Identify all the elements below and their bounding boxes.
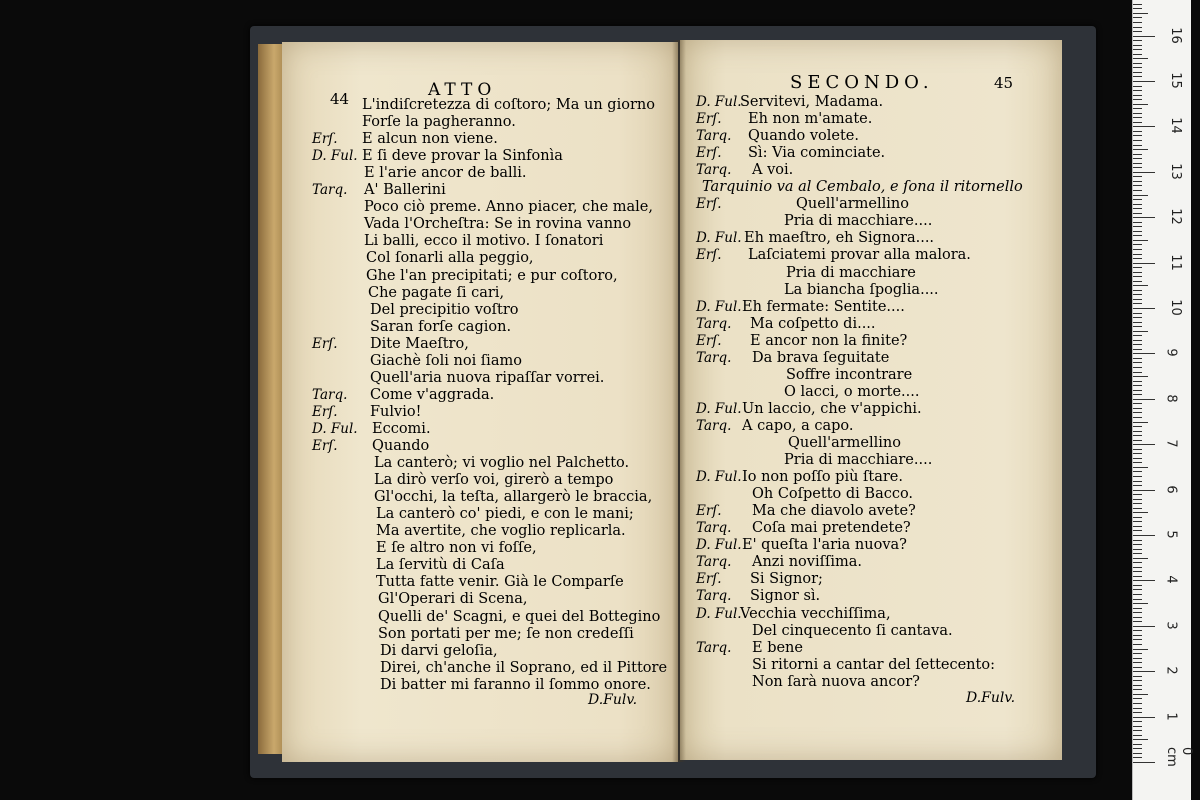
- ruler-tick: [1133, 521, 1142, 522]
- ruler-tick: [1133, 308, 1155, 309]
- ruler-tick: [1133, 117, 1142, 118]
- ruler-tick: [1133, 567, 1142, 568]
- ruler-label: 0 cm: [1164, 747, 1194, 767]
- ruler-label: 7: [1163, 439, 1179, 448]
- left-page-line: Quando: [372, 438, 430, 454]
- left-page-line: Giachè ſoli noi ſiamo: [370, 352, 522, 369]
- right-page-speaker: Tarq.: [696, 554, 732, 571]
- ruler-tick: [1133, 181, 1142, 182]
- ruler-tick: [1133, 149, 1148, 150]
- left-page-line: La dirò verſo voi, girerò a tempo: [374, 472, 614, 489]
- ruler-tick: [1133, 685, 1142, 686]
- left-page-line: E l'arie ancor de balli.: [364, 165, 527, 182]
- ruler-label: 15: [1167, 72, 1183, 89]
- ruler-tick: [1133, 313, 1142, 314]
- left-page-speaker: Tarq.: [312, 182, 348, 199]
- ruler-tick: [1133, 222, 1142, 223]
- ruler-tick: [1133, 635, 1142, 636]
- left-page-line: Tutta fatte venir. Già le Comparſe: [376, 574, 624, 591]
- right-page-speaker: Tarq.: [696, 349, 732, 366]
- ruler-tick: [1133, 244, 1142, 245]
- right-page-speaker: Erſ.: [696, 196, 722, 213]
- ruler-tick: [1133, 403, 1142, 404]
- right-page-line: Si Signor;: [750, 571, 823, 588]
- ruler-tick: [1133, 431, 1142, 432]
- right-page-speaker: Erſ.: [696, 571, 722, 588]
- ruler-tick: [1133, 367, 1142, 368]
- ruler-tick: [1133, 195, 1148, 196]
- right-page-speaker: D. Ful.: [696, 298, 742, 315]
- right-page-line: Eh maeſtro, eh Signora....: [744, 230, 935, 247]
- ruler-tick: [1133, 481, 1142, 482]
- right-page-speaker: D. Ful.: [696, 605, 742, 622]
- ruler-tick: [1133, 476, 1142, 477]
- right-page-speaker: Tarq.: [696, 520, 732, 537]
- right-page-line: Sì: Via cominciate.: [748, 145, 886, 162]
- right-page-speaker: Erſ.: [696, 332, 722, 349]
- ruler-tick: [1133, 526, 1142, 527]
- right-page-line: Anzi noviſſima.: [752, 554, 862, 571]
- left-catchword: D.Fulv.: [588, 692, 638, 708]
- left-page-speaker: Erſ.: [312, 335, 338, 352]
- left-page-line: La canterò co' piedi, e con le mani;: [376, 506, 634, 523]
- ruler-tick: [1133, 549, 1142, 550]
- ruler-tick: [1133, 653, 1142, 654]
- ruler-label: 3: [1163, 621, 1179, 630]
- ruler-tick: [1133, 621, 1142, 622]
- ruler-tick: [1133, 535, 1155, 536]
- ruler-tick: [1133, 426, 1142, 427]
- ruler-tick: [1133, 490, 1155, 491]
- right-page-speaker: Erſ.: [696, 503, 722, 520]
- ruler-tick: [1133, 735, 1142, 736]
- ruler-tick: [1133, 608, 1142, 609]
- ruler-tick: [1133, 462, 1142, 463]
- ruler-tick: [1133, 676, 1142, 677]
- ruler-tick: [1133, 240, 1148, 241]
- ruler-tick: [1133, 299, 1142, 300]
- ruler-tick: [1133, 13, 1148, 14]
- left-page-number: 44: [330, 90, 350, 108]
- right-page-line: Tarquinio va al Cembalo, e ſona il ritornello: [702, 179, 1023, 196]
- left-page-line: Gl'Operari di Scena,: [378, 591, 528, 608]
- right-page-line: Un laccio, che v'appichi.: [742, 400, 922, 417]
- ruler-tick: [1133, 499, 1142, 500]
- left-page-line: Fulvio!: [370, 403, 422, 420]
- ruler-tick: [1133, 726, 1142, 727]
- ruler-tick: [1133, 744, 1142, 745]
- ruler-label: 4: [1163, 575, 1179, 585]
- ruler-tick: [1133, 553, 1142, 554]
- right-page-line: Non ſarà nuova ancor?: [752, 673, 920, 690]
- ruler-tick: [1133, 113, 1142, 114]
- ruler-tick: [1133, 331, 1148, 332]
- ruler-tick: [1133, 36, 1155, 37]
- ruler-tick: [1133, 163, 1142, 164]
- ruler-tick: [1133, 458, 1142, 459]
- ruler-tick: [1133, 544, 1142, 545]
- ruler-tick: [1133, 626, 1155, 627]
- ruler-tick: [1133, 72, 1142, 73]
- right-page-line: A capo, a capo.: [742, 417, 854, 434]
- right-page-speaker: Tarq.: [696, 417, 732, 434]
- right-page-line: E bene: [752, 639, 803, 656]
- ruler-tick: [1133, 276, 1142, 277]
- ruler-tick: [1133, 167, 1142, 168]
- ruler-tick: [1133, 81, 1155, 82]
- ruler-tick: [1133, 603, 1148, 604]
- ruler-tick: [1133, 630, 1142, 631]
- ruler-tick: [1133, 739, 1148, 740]
- ruler-label: 8: [1163, 394, 1179, 403]
- ruler-tick: [1133, 703, 1142, 704]
- right-page-line: Si ritorni a cantar del ſettecento:: [752, 656, 995, 673]
- ruler-tick: [1133, 40, 1142, 41]
- ruler-tick: [1133, 254, 1142, 255]
- ruler-tick: [1133, 172, 1155, 173]
- ruler-tick: [1133, 471, 1142, 472]
- ruler-tick: [1133, 708, 1142, 709]
- ruler-tick: [1133, 753, 1142, 754]
- left-page-speaker: Erſ.: [312, 438, 338, 454]
- left-page-line: Ghe l'an precipitati; e pur coſtoro,: [366, 267, 618, 284]
- left-page-line: E ſi deve provar la Sinfonìa: [362, 148, 563, 165]
- ruler-tick: [1133, 76, 1142, 77]
- ruler-tick: [1133, 140, 1142, 141]
- ruler-tick: [1133, 145, 1142, 146]
- right-page-speaker: D. Ful.: [696, 94, 742, 110]
- ruler-tick: [1133, 126, 1155, 127]
- ruler-label: 1: [1163, 711, 1179, 721]
- ruler-tick: [1133, 449, 1142, 450]
- left-page-speaker: Tarq.: [312, 386, 348, 403]
- ruler-label: 6: [1163, 484, 1179, 494]
- ruler-tick: [1133, 176, 1142, 177]
- left-page-line: Col ſonarli alla peggio,: [366, 250, 534, 267]
- ruler-tick: [1133, 412, 1142, 413]
- ruler-tick: [1133, 399, 1155, 400]
- ruler-tick: [1133, 303, 1142, 304]
- right-page-speaker: Erſ.: [696, 247, 722, 264]
- ruler-tick: [1133, 217, 1155, 218]
- right-page-line: O lacci, o morte....: [784, 383, 920, 400]
- left-page-line: A' Ballerini: [364, 182, 446, 199]
- ruler-tick: [1133, 748, 1142, 749]
- left-page-line: Di darvi geloſia,: [380, 642, 498, 659]
- ruler-tick: [1133, 540, 1142, 541]
- ruler-tick: [1133, 485, 1142, 486]
- right-page-line: Quando volete.: [748, 128, 859, 145]
- ruler-label: 5: [1163, 530, 1179, 539]
- ruler-tick: [1133, 27, 1142, 28]
- right-page-line: La biancha ſpoglia....: [784, 281, 939, 298]
- left-page-line: La ſervitù di Caſa: [376, 557, 505, 574]
- right-page-line: Oh Coſpetto di Bacco.: [752, 486, 914, 503]
- left-page-line: Poco ciò preme. Anno piacer, che male,: [364, 199, 653, 216]
- ruler-tick: [1133, 639, 1142, 640]
- left-page-speaker: Erſ.: [312, 131, 338, 148]
- ruler-tick: [1133, 712, 1142, 713]
- left-page-speaker: D. Ful.: [312, 420, 358, 437]
- ruler-tick: [1133, 45, 1142, 46]
- ruler-tick: [1133, 231, 1142, 232]
- right-page-line: Soffre incontrare: [786, 366, 913, 383]
- ruler-tick: [1133, 17, 1142, 18]
- ruler-tick: [1133, 385, 1142, 386]
- ruler-tick: [1133, 31, 1142, 32]
- right-page-line: Pria di macchiare....: [784, 213, 933, 230]
- left-page-speaker: Erſ.: [312, 403, 338, 420]
- left-page-line: Come v'aggrada.: [370, 386, 495, 403]
- ruler-tick: [1133, 571, 1142, 572]
- left-page-line: Che pagate ſi cari,: [368, 284, 505, 301]
- ruler-tick: [1133, 58, 1148, 59]
- left-page-line: E ſe altro non vi foſſe,: [376, 540, 537, 557]
- ruler-tick: [1133, 503, 1142, 504]
- ruler-tick: [1133, 599, 1142, 600]
- ruler-tick: [1133, 122, 1142, 123]
- ruler-tick: [1133, 422, 1148, 423]
- ruler-tick: [1133, 22, 1142, 23]
- left-page-line: La canterò; vi voglio nel Palchetto.: [374, 455, 630, 472]
- ruler-tick: [1133, 322, 1142, 323]
- ruler-tick: [1133, 576, 1142, 577]
- ruler-tick: [1133, 49, 1142, 50]
- left-page-line: Gl'occhi, la teſta, allargerò le braccia,: [374, 489, 653, 506]
- ruler-tick: [1133, 494, 1142, 495]
- ruler-tick: [1133, 281, 1142, 282]
- right-page-header: SECONDO.: [790, 72, 934, 93]
- ruler-tick: [1133, 662, 1142, 663]
- left-page-line: Vada l'Orcheſtra: Se in rovina vanno: [364, 216, 632, 233]
- right-page-line: Signor sì.: [750, 588, 821, 605]
- ruler-tick: [1133, 4, 1142, 5]
- ruler-tick: [1133, 335, 1142, 336]
- ruler-tick: [1133, 208, 1142, 209]
- ruler-tick: [1133, 340, 1142, 341]
- ruler-label: 13: [1167, 163, 1183, 180]
- right-page-speaker: D. Ful.: [696, 230, 742, 247]
- right-page-line: Vecchia vecchiſſima,: [740, 605, 891, 622]
- ruler-tick: [1133, 294, 1142, 295]
- ruler-tick: [1133, 158, 1142, 159]
- ruler-tick: [1133, 390, 1142, 391]
- ruler-tick: [1133, 90, 1142, 91]
- ruler-tick: [1133, 8, 1142, 9]
- ruler-label: 2: [1163, 666, 1179, 675]
- right-page-line: Eh non m'amate.: [748, 111, 873, 128]
- ruler-tick: [1133, 353, 1155, 354]
- left-page-line: Saran forſe cagion.: [370, 318, 512, 335]
- right-page-line: Laſciatemi provar alla malora.: [748, 247, 971, 264]
- ruler-tick: [1133, 698, 1142, 699]
- ruler-tick: [1133, 95, 1142, 96]
- ruler-tick: [1133, 453, 1142, 454]
- ruler-tick: [1133, 54, 1142, 55]
- ruler-tick: [1133, 67, 1142, 68]
- right-page-line: Del cinquecento ſi cantava.: [752, 622, 953, 639]
- left-page-line: Ma avertite, che voglio replicarla.: [376, 523, 626, 540]
- left-page-line: L'indiſcretezza di coſtoro; Ma un giorno: [362, 97, 655, 113]
- right-page-speaker: Tarq.: [696, 639, 732, 656]
- left-page-line: E alcun non viene.: [362, 131, 498, 148]
- ruler-tick: [1133, 235, 1142, 236]
- ruler-tick: [1133, 589, 1142, 590]
- left-page-line: Forſe la pagheranno.: [362, 114, 516, 131]
- left-page-line: Del precipitio voſtro: [370, 301, 519, 318]
- right-page-line: Eh fermate: Sentite....: [742, 298, 905, 315]
- right-page-speaker: Tarq.: [696, 162, 732, 179]
- right-page-line: Ma che diavolo avete?: [752, 503, 916, 520]
- ruler-tick: [1133, 285, 1148, 286]
- ruler-tick: [1133, 249, 1142, 250]
- ruler-tick: [1133, 667, 1142, 668]
- ruler-tick: [1133, 558, 1148, 559]
- ruler-tick: [1133, 444, 1155, 445]
- ruler-tick: [1133, 290, 1142, 291]
- ruler-tick: [1133, 258, 1142, 259]
- ruler-tick: [1133, 199, 1142, 200]
- left-page-header: ATTO: [428, 80, 497, 100]
- right-page-speaker: D. Ful.: [696, 537, 742, 554]
- ruler-tick: [1133, 562, 1142, 563]
- ruler-tick: [1133, 349, 1142, 350]
- left-page-line: Son portati per me; ſe non credeſſi: [378, 625, 634, 642]
- ruler-tick: [1133, 326, 1142, 327]
- right-page-speaker: D. Ful.: [696, 469, 742, 486]
- left-page-line: Li balli, ecco il motivo. I ſonatori: [364, 233, 604, 250]
- right-page-line: Da brava ſeguitate: [752, 349, 890, 366]
- ruler-tick: [1133, 381, 1142, 382]
- right-page-line: Pria di macchiare: [786, 264, 916, 281]
- ruler-tick: [1133, 267, 1142, 268]
- ruler-tick: [1133, 344, 1142, 345]
- ruler-tick: [1133, 580, 1155, 581]
- ruler-tick: [1133, 417, 1142, 418]
- left-page-line: Di batter mi faranno il ſommo onore.: [380, 676, 651, 693]
- ruler-tick: [1133, 204, 1142, 205]
- left-page-line: Direi, ch'anche il Soprano, ed il Pittore: [380, 659, 668, 676]
- right-page-speaker: Tarq.: [696, 315, 732, 332]
- ruler-tick: [1133, 508, 1142, 509]
- ruler-tick: [1133, 408, 1142, 409]
- ruler-tick: [1133, 762, 1155, 763]
- right-page-line: Servitevi, Madama.: [740, 94, 884, 110]
- ruler-tick: [1133, 467, 1148, 468]
- ruler-label: 10: [1167, 299, 1183, 316]
- ruler-tick: [1133, 440, 1142, 441]
- right-page-line: Coſa mai pretendete?: [752, 520, 911, 537]
- ruler-tick: [1133, 135, 1142, 136]
- ruler-tick: [1133, 362, 1142, 363]
- ruler-tick: [1133, 721, 1142, 722]
- ruler-tick: [1133, 108, 1142, 109]
- ruler-label: 9: [1163, 348, 1179, 358]
- right-page-line: Quell'armellino: [796, 196, 909, 213]
- ruler-tick: [1133, 358, 1142, 359]
- ruler-tick: [1133, 63, 1142, 64]
- ruler-tick: [1133, 185, 1142, 186]
- right-page-line: E ancor non la finite?: [750, 332, 908, 349]
- right-page-speaker: D. Ful.: [696, 400, 742, 417]
- ruler-tick: [1133, 530, 1142, 531]
- ruler-label: 11: [1167, 253, 1183, 271]
- right-page-number: 45: [994, 74, 1014, 92]
- ruler-tick: [1133, 263, 1155, 264]
- ruler-tick: [1133, 671, 1155, 672]
- left-page-line: Quelli de' Scagni, e quei del Bottegino: [378, 608, 661, 625]
- ruler-tick: [1133, 435, 1142, 436]
- ruler-tick: [1133, 86, 1142, 87]
- right-page-line: A voi.: [752, 162, 794, 179]
- ruler-tick: [1133, 694, 1148, 695]
- ruler-tick: [1133, 594, 1142, 595]
- ruler-tick: [1133, 99, 1142, 100]
- ruler-tick: [1133, 644, 1142, 645]
- ruler-tick: [1133, 317, 1142, 318]
- ruler-label: 12: [1167, 208, 1183, 225]
- ruler-tick: [1133, 394, 1142, 395]
- ruler-tick: [1133, 376, 1148, 377]
- ruler-tick: [1133, 757, 1142, 758]
- left-page-speaker: D. Ful.: [312, 148, 358, 165]
- ruler-tick: [1133, 372, 1142, 373]
- ruler-tick: [1133, 612, 1142, 613]
- left-page-line: Quell'aria nuova ripaſſar vorrei.: [370, 369, 605, 386]
- right-page-line: E' queſta l'aria nuova?: [742, 537, 907, 554]
- ruler-tick: [1133, 517, 1142, 518]
- ruler-tick: [1133, 680, 1142, 681]
- right-page-speaker: Tarq.: [696, 128, 732, 145]
- ruler-tick: [1133, 730, 1142, 731]
- ruler-tick: [1133, 272, 1142, 273]
- ruler-tick: [1133, 717, 1155, 718]
- ruler-tick: [1133, 617, 1142, 618]
- ruler-tick: [1133, 104, 1148, 105]
- left-page-line: Dite Maeſtro,: [370, 335, 469, 352]
- ruler-tick: [1133, 585, 1142, 586]
- right-catchword: D.Fulv.: [966, 690, 1016, 706]
- right-page-line: Pria di macchiare....: [784, 452, 933, 469]
- ruler-tick: [1133, 154, 1142, 155]
- ruler-tick: [1133, 512, 1148, 513]
- ruler-label: 16: [1167, 26, 1183, 44]
- right-page-speaker: Tarq.: [696, 588, 732, 605]
- ruler-tick: [1133, 131, 1142, 132]
- right-page-line: Quell'armellino: [788, 435, 901, 451]
- ruler-tick: [1133, 190, 1142, 191]
- ruler-tick: [1133, 226, 1142, 227]
- right-page-line: Io non poſſo più ſtare.: [742, 469, 903, 486]
- ruler-tick: [1133, 649, 1148, 650]
- gutter-shadow: [672, 40, 686, 762]
- ruler-label: 14: [1167, 117, 1183, 135]
- ruler-tick: [1133, 689, 1142, 690]
- measuring-ruler: [1132, 0, 1194, 800]
- ruler-tick: [1133, 213, 1142, 214]
- left-page-line: Eccomi.: [372, 420, 431, 437]
- right-page-line: Ma coſpetto di....: [750, 315, 876, 332]
- right-page-speaker: Erſ.: [696, 111, 722, 128]
- right-page-speaker: Erſ.: [696, 145, 722, 162]
- ruler-tick: [1133, 658, 1142, 659]
